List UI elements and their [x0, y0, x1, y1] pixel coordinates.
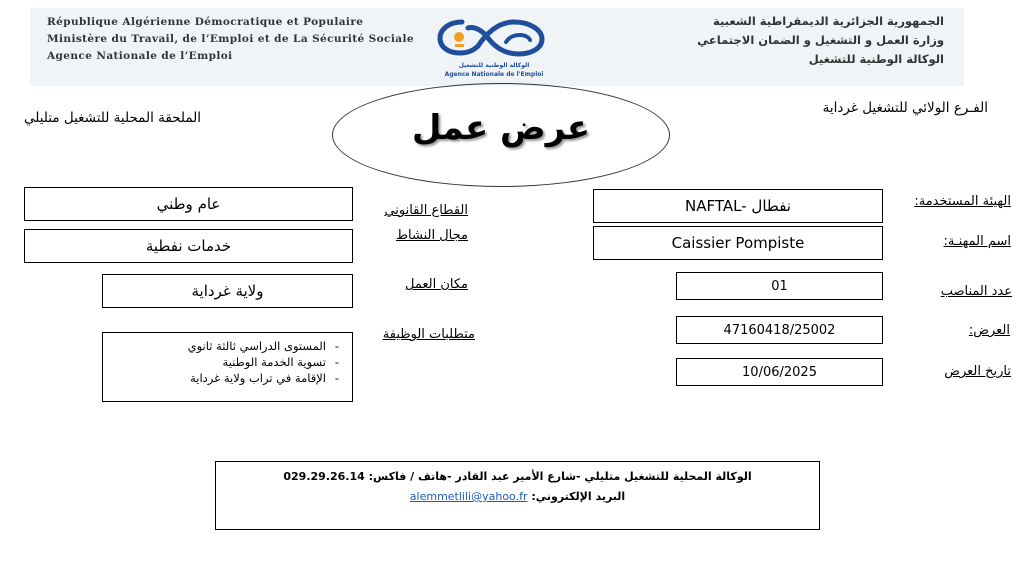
local-annex-label: الملحقة المحلية للتشغيل متليلي — [24, 110, 202, 126]
activity-value: خدمات نفطية — [24, 229, 353, 263]
activity-label: مجال النشاط — [396, 228, 468, 243]
regional-branch-label: الفـرع الولائي للتشغيل غرداية — [822, 100, 988, 116]
legal-sector-value: عام وطني — [24, 187, 353, 221]
anem-logo-icon — [432, 12, 556, 60]
contact-email-line — [215, 490, 820, 503]
email-label: البريد الإلكتروني: — [531, 490, 626, 503]
legal-sector-label: القطاع القانوني — [384, 203, 468, 218]
contact-address: الوكالة المحلية للتشغيل متليلي -شارع الأمير عبد القادر -هاتف / فاكس: 029.29.26.14 — [283, 470, 752, 483]
header-ar-republic: الجمهورية الجزائرية الديمقراطية الشعبية — [712, 14, 944, 28]
header-ar-ministry: وزارة العمل و التشغيل و الضمان الاجتماعي — [697, 33, 944, 47]
job-name-value: Caissier Pompiste — [593, 226, 883, 260]
employer-label: الهيئة المستخدمة: — [914, 194, 1011, 209]
positions-label: عدد المناصب — [940, 284, 1012, 299]
requirement-item: - تسوية الخدمة الوطنية — [103, 354, 348, 370]
offer-date-label: تاريخ العرض — [944, 364, 1011, 379]
workplace-value: ولاية غرداية — [102, 274, 353, 308]
header-fr-ministry: Ministère du Travail, de l’Emploi et de La Sécurité Sociale — [47, 33, 414, 45]
header-fr-agency: Agence Nationale de l’Emploi — [47, 50, 233, 62]
workplace-label: مكان العمل — [405, 277, 468, 292]
logo-ar-text: الوكالة الوطنية للتشغيل — [458, 62, 530, 69]
offer-value: 47160418/25002 — [676, 316, 883, 344]
offer-label: العرض: — [968, 323, 1010, 338]
requirement-item: - المستوى الدراسي ثالثة ثانوي — [103, 338, 348, 354]
requirement-item: - الإقامة في تراب ولاية غرداية — [103, 370, 348, 386]
requirements-box — [102, 332, 353, 402]
page-title: عرض عمل — [411, 108, 591, 148]
positions-value: 01 — [676, 272, 883, 300]
requirements-label: متطلبات الوظيفة — [382, 327, 475, 342]
header-fr-republic: République Algérienne Démocratique et Populaire — [47, 16, 364, 28]
header-ar-agency: الوكالة الوطنية للتشغيل — [808, 52, 944, 66]
agency-logo — [432, 12, 556, 82]
employer-value: NAFTAL- نفطال — [593, 189, 883, 223]
requirements-list — [103, 338, 348, 386]
logo-fr-text: Agence Nationale de l'Emploi — [444, 71, 544, 78]
offer-date-value: 10/06/2025 — [676, 358, 883, 386]
email-link[interactable]: alemmetlili@yahoo.fr — [409, 490, 528, 503]
job-name-label: اسم المهنـة: — [943, 234, 1011, 249]
